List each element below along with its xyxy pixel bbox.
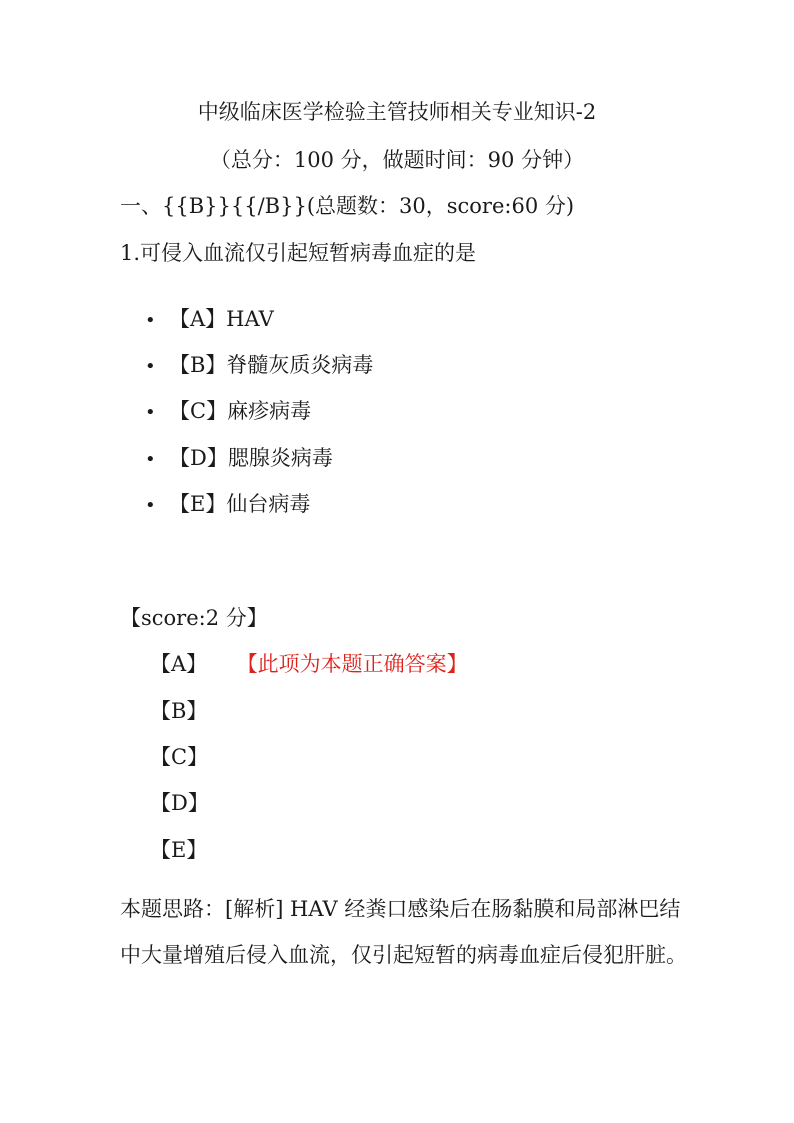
option-label: 【B】脊髓灰质炎病毒 [169, 353, 374, 377]
answer-choice-c [150, 747, 208, 768]
answer-choice-label: 【D】 [150, 791, 209, 815]
document-subtitle: （总分：100 分，做题时间：90 分钟） [209, 148, 585, 172]
answer-choice-d [150, 793, 209, 814]
option-e [145, 494, 310, 515]
bullet-icon: • [145, 402, 156, 423]
option-label: 【C】麻疹病毒 [169, 399, 312, 423]
bullet-icon: • [145, 356, 156, 377]
bullet-icon: • [145, 310, 156, 331]
answer-choice-b [150, 701, 207, 722]
answer-choice-a [150, 654, 468, 675]
score-label: 【score:2 分】 [120, 606, 268, 630]
answer-choice-e [150, 840, 207, 861]
correct-answer-note: 【此项为本题正确答案】 [247, 652, 468, 676]
answer-choice-label: 【E】 [150, 838, 208, 862]
document-title: 中级临床医学检验主管技师相关专业知识-2 [197, 100, 597, 124]
option-label: 【D】腮腺炎病毒 [169, 446, 333, 470]
option-d [145, 448, 333, 469]
explanation-text: 本题思路：[解析] HAV 经粪口感染后在肠黏膜和局部淋巴结中大量增殖后侵入血流，仅引起短暂的病毒血症后侵犯肝脏。 [120, 897, 687, 967]
answer-choice-label: 【C】 [150, 745, 209, 769]
answer-choice-label: 【B】 [150, 699, 208, 723]
option-label: 【A】HAV [169, 307, 274, 331]
bullet-icon: • [145, 449, 156, 470]
option-b [145, 355, 373, 376]
option-c [145, 401, 311, 422]
section-heading: 一、{{B}}{{/B}}(总题数：30，score:60 分) [120, 194, 575, 218]
answer-choice-label: 【A】 [150, 652, 208, 676]
option-a [145, 309, 274, 330]
option-label: 【E】仙台病毒 [169, 492, 311, 516]
question-text: 1.可侵入血流仅引起短暂病毒血症的是 [120, 241, 477, 265]
bullet-icon: • [145, 495, 156, 516]
